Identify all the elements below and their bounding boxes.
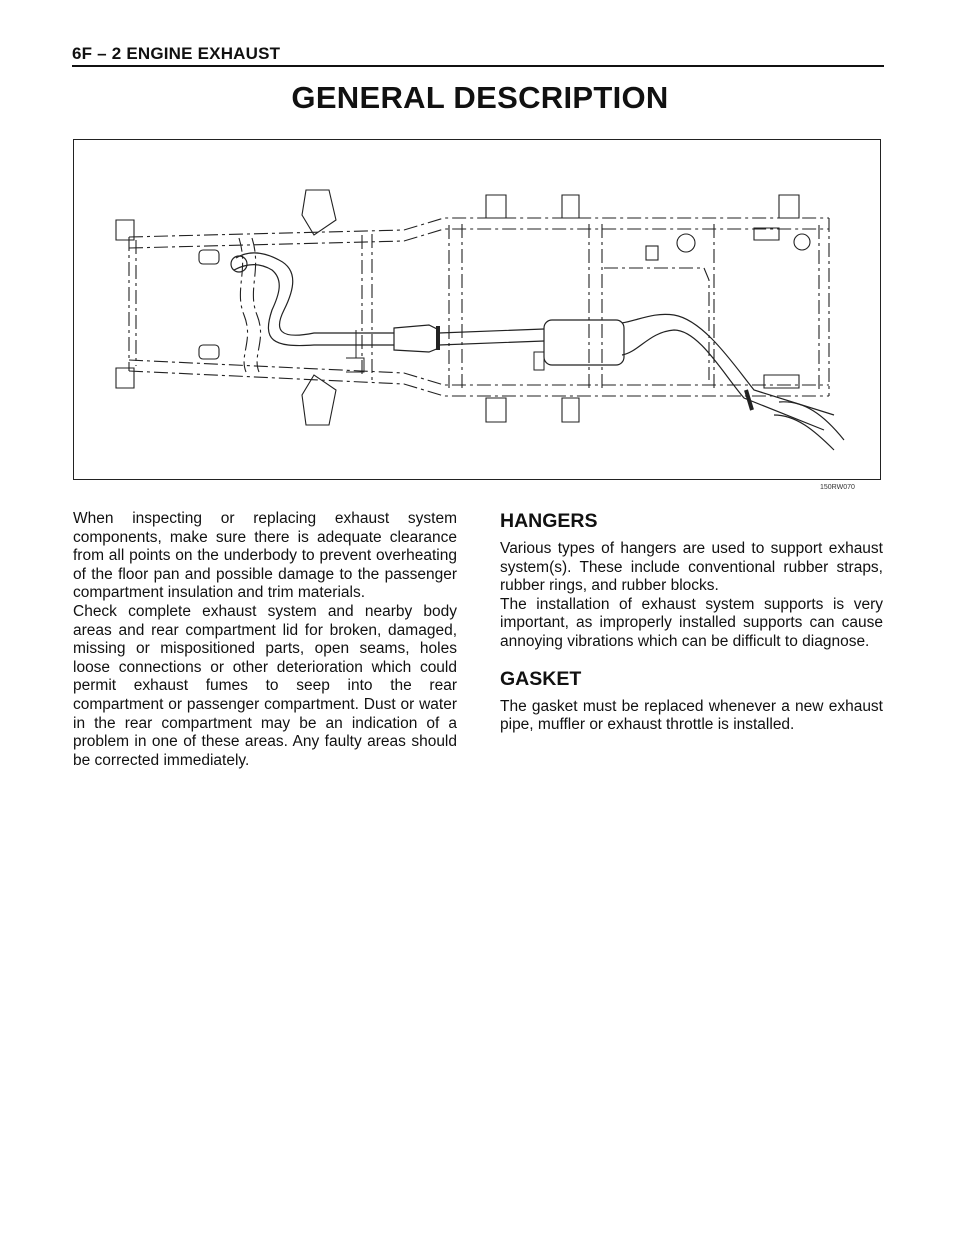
page-title: GENERAL DESCRIPTION [291,80,669,115]
figure-id: 150RW070 [820,484,855,491]
paragraph: Various types of hangers are used to support exhaust system(s). These include conventional rubber straps, rubber rings, and rubber blocks. [500,540,883,595]
paragraph: The gasket must be replaced whenever a new exhaust pipe, muffler or exhaust throttle is installed. [500,697,883,734]
section-heading-gasket: GASKET [500,667,582,690]
left-column [73,510,457,770]
frame-brackets [116,190,810,425]
paragraph: Check complete exhaust system and nearby body areas and rear compartment lid for broken, damaged, missing or mispositioned parts, open seams, holes loose connections or other deterioration which could permit exhaust fumes to seep into the rear compartment or passenger compartment. Dust or water in the rear compartment may be an indication of a problem in one of these areas. Any faulty areas should be corrected immediately. [73,602,457,769]
right-column [500,510,883,735]
section-heading-hangers: HANGERS [500,510,598,532]
exhaust-pipe [231,253,844,450]
exhaust-system-diagram [74,140,882,481]
paragraph: When inspecting or replacing exhaust system components, make sure there is adequate clearance from all points on the underbody to prevent overheating of the floor pan and possible damage to the passenger compartment insulation and trim materials. [73,510,457,602]
exhaust-system-figure [73,139,881,480]
header-rule [72,65,884,67]
page-header: 6F – 2 ENGINE EXHAUST [72,44,281,63]
frame-rails [129,218,829,396]
paragraph: The installation of exhaust system supports is very important, as improperly installed supports can cause annoying vibrations which can be difficult to diagnose. [500,595,883,650]
